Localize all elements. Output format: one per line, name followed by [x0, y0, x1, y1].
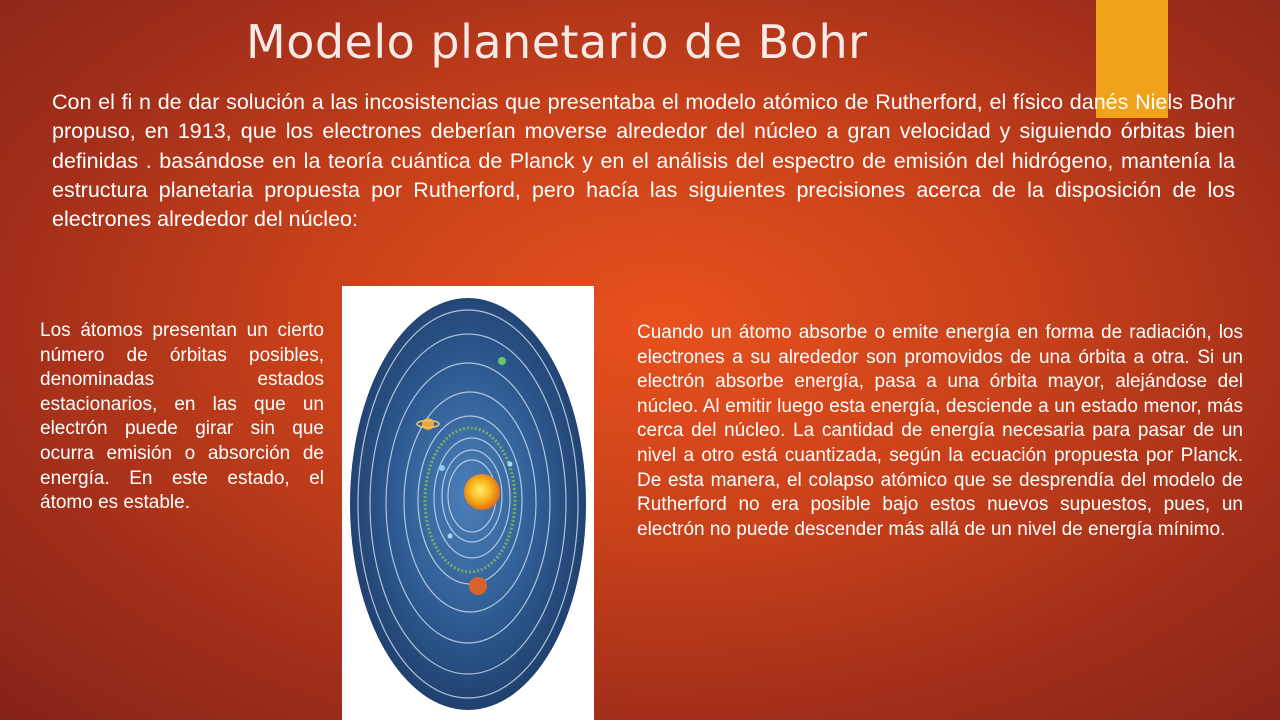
- intro-paragraph: Con el fi n de dar solución a las incosistencias que presentaba el modelo atómico de Rutherford, el físico danés Niels Bohr propuso, en 1913, que los electrones deberían moverse alrededor del núcleo a gran velocidad y siguiendo órbitas bien definidas . basándose en la teoría cuántica de Planck y en el análisis del espectro de emisión del hidrógeno, mantenía la estructura planetaria propuesta por Rutherford, pero hacía las siguientes precisiones acerca de la disposición de los electrones alrededor del núcleo:: [52, 90, 1235, 232]
- bohr-model-image: [342, 286, 594, 720]
- left-paragraph: Los átomos presentan un cierto número de órbitas posibles, denominadas estados estacionarios, en las que un electrón puede girar sin que ocurra emisión o absorción de energía. En este estado, el átomo es estable.: [40, 320, 324, 514]
- planet-orange: [469, 577, 487, 595]
- planet-blue: [439, 465, 445, 471]
- solar-system-illustration: [342, 286, 594, 720]
- slide-title: Modelo planetario de Bohr: [246, 15, 868, 69]
- right-paragraph: Cuando un átomo absorbe o emite energía en forma de radiación, los electrones a su alrededor son promovidos de una órbita a otra. Si un electrón absorbe energía, pasa a una órbita mayor, alejándose del núcleo. Al emitir luego esta energía, desciende a un estado menor, más cerca del núcleo. La cantidad de energía necesaria para pasar de un nivel a otro está cuantizada, según la ecuación propuesta por Planck. De esta manera, el colapso atómico que se desprendía del modelo de Rutherford no era posible bajo estos nuevos supuestos, pues, un electrón no puede descender más allá de un nivel de energía mínimo.: [637, 322, 1243, 540]
- planet-small: [448, 534, 453, 539]
- orbit-field: [350, 298, 586, 710]
- planet-cyan: [508, 462, 513, 467]
- planet-green: [498, 357, 506, 365]
- nucleus: [464, 474, 500, 510]
